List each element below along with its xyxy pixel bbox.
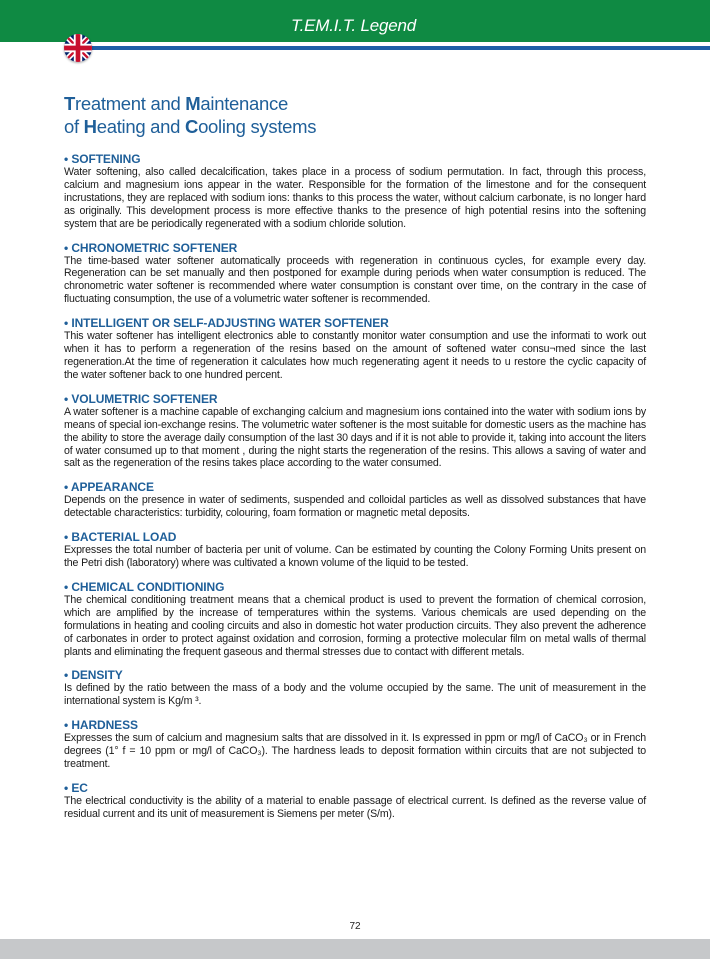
section-heading: • HARDNESS (64, 718, 138, 733)
section-heading: • VOLUMETRIC SOFTENER (64, 391, 218, 406)
title-word: aintenance (200, 93, 288, 114)
section-heading: • APPEARANCE (64, 480, 154, 495)
title-line-2 (64, 115, 664, 138)
title-word: ooling systems (198, 116, 317, 137)
title-initial: T (64, 93, 76, 114)
section-heading: • SOFTENING (64, 152, 141, 166)
section-text: The electrical conductivity is the ability of a material to enable passage of electrical current. Is defined as the reverse value of residual current and its unit of measurement is Siemens per meter (S/m). (64, 795, 646, 820)
section-text: Expresses the sum of calcium and magnesium salts that are dissolved in it. Is expressed in ppm or mg/l of CaCO₃ or in French degrees (1° f = 10 ppm or mg/l of CaCO₃). The hardness leads to deposit formation within circuits that are not subjected to treatment. (64, 732, 646, 771)
page-title (64, 92, 664, 138)
section-hardness (64, 718, 646, 771)
section-heading: • DENSITY (64, 668, 123, 683)
title-initial: C (185, 116, 199, 137)
header-divider (84, 46, 710, 50)
section-text: Expresses the total number of bacteria per unit of volume. Can be estimated by counting the Colony Forming Units present on the Petri dish (laboratory) where was cultivated a known volume of the liquid to be tested. (64, 544, 646, 570)
footer-bar (0, 939, 710, 959)
section-volumetric-softener (64, 392, 646, 471)
section-bacterial-load (64, 530, 646, 570)
page-number: 72 (349, 921, 361, 932)
section-text: Water softening, also called decalcification, takes place in a process of sodium permutation. In fact, through this process, calcium and magnesium ions appear in the water. Responsible for the formation of the limestone and for the consequent incrustations, they are replaced with sodium ions: thanks to this process the water, without calcium carbonate, is no longer hard as originally. This development process is more effective thanks to the presence of high potential resins into the softening system that are be periodically regenerated with a sodium chloride solution. (64, 166, 646, 230)
glossary-content (64, 152, 646, 831)
section-heading: • INTELLIGENT OR SELF-ADJUSTING WATER SOFTENER (64, 316, 389, 331)
section-softening (64, 152, 646, 231)
section-heading: • EC (64, 781, 88, 795)
section-text: This water softener has intelligent electronics able to constantly monitor water consumption and use the informati to work out when it has to perform a regeneration of the resins based on the amount of softened water consu¬med since the last regeneration.At the time of regeneration it calculates how much regenerating agent it needs to u restore the cyclic capacity of the water softener back to one hundred percent. (64, 330, 646, 381)
section-text: Depends on the presence in water of sediments, suspended and colloidal particles as well as dissolved substances that have detectable characteristics: turbidity, colouring, foam formation or magnetic metal deposits. (64, 494, 646, 520)
header-title: T.EM.I.T. Legend (290, 16, 416, 35)
section-chronometric-softener (64, 241, 646, 307)
section-text: A water softener is a machine capable of exchanging calcium and magnesium ions contained into the water with sodium ions by means of special ion-exchange resins. The volumetric water softener is the most suitable for domestic users as the machine has the ability to store the average daily consumption of the last 30 days and if it is not able to provide it, taking into account the liters of water consumed up to that moment , during the night starts the regeneration of the resins. This allows a saving of water and salt as the regeneration of the resins takes place according to the water consumed. (64, 405, 646, 470)
section-heading: • CHRONOMETRIC SOFTENER (64, 240, 238, 255)
section-intelligent-softener (64, 316, 646, 382)
title-word: eating and (96, 116, 185, 137)
section-heading: • BACTERIAL LOAD (64, 530, 177, 545)
section-ec (64, 781, 646, 821)
section-text: The time-based water softener automatically proceeds with regeneration in continuous cycles, for example every day. Regeneration can be set manually and then postponed for example during periods when water consumption is reduced. The chronometric water softener is recommended where water consumption is constant over time, on the contrary in the case of fluctuating consumption, the use of a volumetric water softener is recommended. (64, 254, 646, 306)
title-initial: M (185, 93, 201, 114)
uk-flag-icon (64, 34, 92, 62)
section-appearance (64, 480, 646, 520)
section-text: Is defined by the ratio between the mass of a body and the volume occupied by the same. The unit of measurement in the international system is Kg/m ³. (64, 682, 646, 708)
section-heading: • CHEMICAL CONDITIONING (64, 579, 225, 594)
section-chemical-conditioning (64, 580, 646, 659)
section-text: The chemical conditioning treatment means that a chemical product is used to prevent the formation of chemical corrosion, which are amplified by the increase of temperatures within the systems. Various chemicals are used depending on the formulations in heating and cooling circuits and also in domestic hot water production circuits. They also prevent the adherence of carbonates in order to protect against oxidation and corrosion, forming a protective molecular film on metal walls of thermal plants and eliminating the frequent gaseous and thermal stresses due to contact with different metals. (64, 593, 646, 658)
title-word: of (64, 116, 84, 137)
title-word: reatment and (75, 93, 186, 114)
title-initial: H (83, 116, 97, 137)
section-density (64, 668, 646, 708)
title-line-1 (64, 92, 664, 115)
